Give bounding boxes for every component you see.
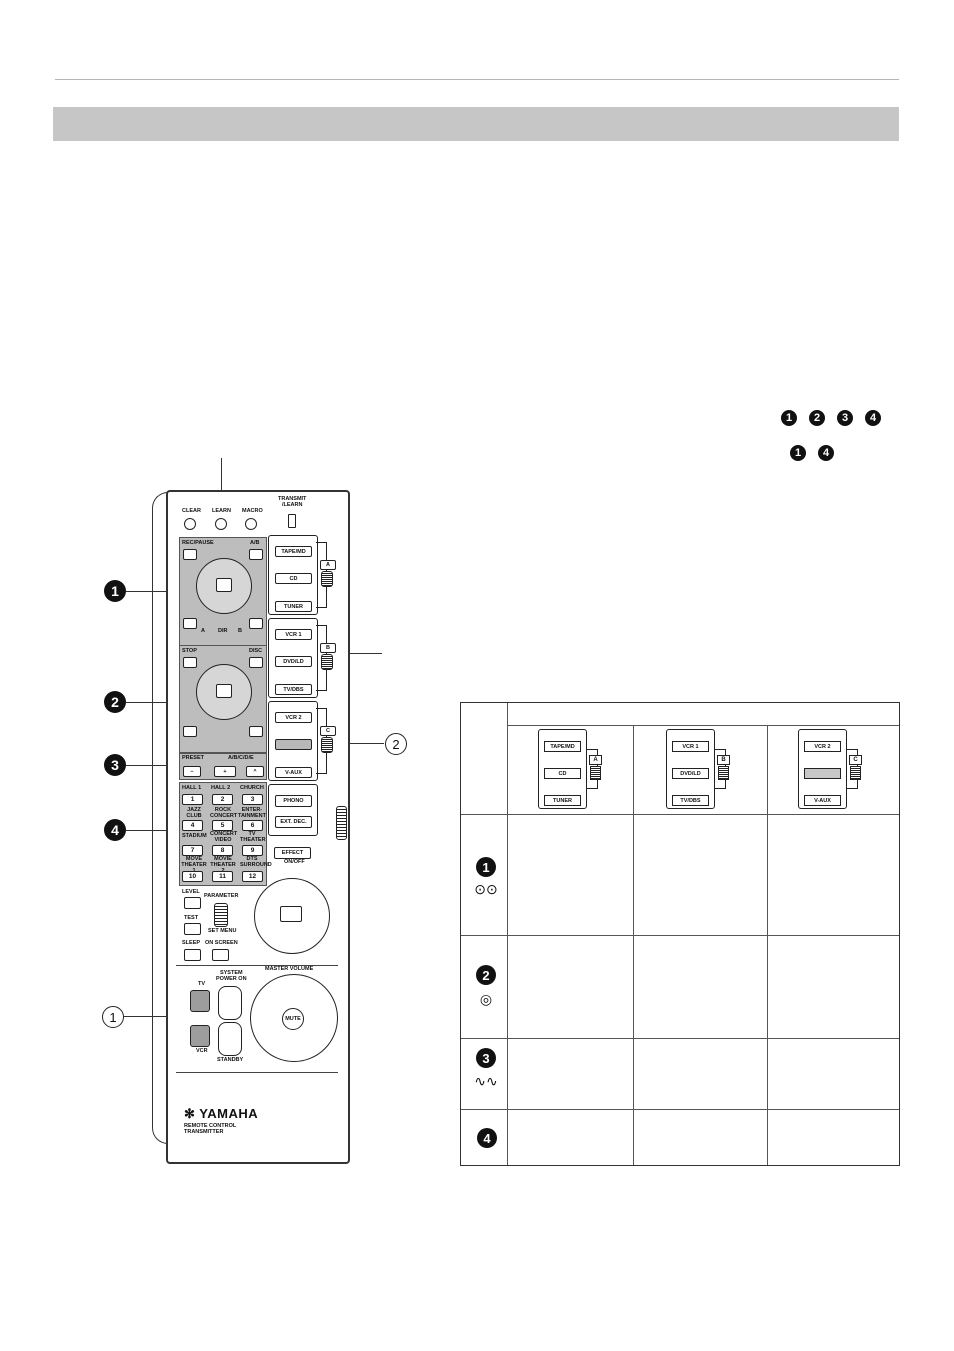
tuner-wave-icon: ∿∿ (474, 1073, 498, 1089)
divider (176, 965, 338, 966)
numpad-key[interactable]: 4 (182, 820, 203, 831)
standby-label: STANDBY (217, 1057, 244, 1063)
numpad-label: HALL 1 (182, 785, 202, 791)
clear-label: CLEAR (182, 508, 201, 514)
group-b-switch[interactable] (321, 654, 333, 670)
header-rule (55, 79, 899, 80)
tape-md-button[interactable]: TAPE/MD (275, 546, 312, 557)
rec-pause-label: REC/PAUSE (182, 540, 214, 546)
mini-key-selected (804, 768, 841, 779)
preset-label: PRESET (182, 755, 205, 761)
numpad-label: ROCK CONCERT (210, 807, 238, 819)
vcr2-button[interactable]: VCR 2 (275, 712, 312, 723)
mini-key: CD (544, 768, 581, 779)
table-vline (507, 703, 508, 1165)
callout-3: 3 (104, 754, 126, 776)
cd-skip-forward-button[interactable] (249, 726, 263, 737)
input-group-c (268, 701, 318, 781)
phono-button[interactable]: PHONO (275, 795, 312, 807)
parameter-label: PARAMETER (204, 893, 239, 899)
level-button[interactable] (184, 897, 201, 909)
remote-control-text: REMOTE CONTROL (184, 1123, 237, 1129)
disc-label: DISC (249, 648, 263, 654)
mini-switch (718, 766, 729, 780)
mini-key: VCR 2 (804, 741, 841, 752)
stop-button[interactable] (183, 657, 197, 668)
numpad-key[interactable]: 12 (242, 871, 263, 882)
mini-key: TUNER (544, 795, 581, 806)
disc-button[interactable] (249, 657, 263, 668)
transmit-learn-label: TRANSMIT /LEARN (278, 496, 307, 508)
mini-keypad-a (538, 729, 587, 809)
dir-a-button[interactable] (183, 618, 197, 629)
numpad-key[interactable]: 3 (242, 794, 263, 805)
numpad-label: JAZZ CLUB (186, 807, 202, 819)
reference-bullets-row-2 (790, 445, 834, 461)
mini-switch (590, 766, 601, 780)
dvd-ld-button[interactable]: DVD/LD (275, 656, 312, 667)
numpad-key[interactable]: 1 (182, 794, 203, 805)
vcr-power-button[interactable] (190, 1025, 210, 1047)
leader-line (350, 653, 382, 654)
yamaha-wordmark: YAMAHA (199, 1106, 259, 1121)
set-menu-label: SET MENU (208, 928, 237, 934)
tv-label: TV (198, 981, 206, 987)
system-power-on-label: SYSTEM POWER ON (216, 970, 247, 982)
numpad-label: HALL 2 (211, 785, 231, 791)
soundfield-numpad-panel (179, 782, 272, 886)
sleep-label: SLEEP (182, 940, 201, 946)
table-hline (461, 1109, 899, 1110)
numpad-key[interactable]: 6 (242, 820, 263, 831)
numpad-key[interactable]: 11 (212, 871, 233, 882)
divider (176, 1072, 338, 1073)
row-4-marker: 4 (477, 1128, 497, 1148)
callout-2: 2 (104, 691, 126, 713)
row-3-marker: 3 (476, 1048, 496, 1068)
ref-bullet: 4 (818, 445, 834, 461)
ref-bullet: 4 (865, 410, 881, 426)
mini-group-letter: C (849, 755, 862, 765)
dir-a-label: A (201, 628, 205, 634)
input-group-a (268, 535, 318, 615)
mini-keypad-b (666, 729, 715, 809)
mini-key: TAPE/MD (544, 741, 581, 752)
operation-table (460, 702, 900, 1166)
learn-label: LEARN (212, 508, 231, 514)
numpad-key[interactable]: 7 (182, 845, 203, 856)
row-1-marker: 1 (476, 857, 496, 877)
table-hline (461, 935, 899, 936)
tuner-button[interactable]: TUNER (275, 601, 312, 612)
vcr-label: VCR (196, 1048, 208, 1054)
sleep-button[interactable] (184, 949, 201, 961)
clear-button[interactable] (184, 518, 196, 530)
group-c-letter: C (320, 726, 336, 736)
numpad-key[interactable]: 2 (212, 794, 233, 805)
preset-up-button[interactable]: ^ (246, 766, 264, 777)
numpad-label: CHURCH (240, 785, 264, 791)
table-hline (461, 814, 899, 815)
cd-control-panel (179, 645, 267, 753)
on-screen-label: ON SCREEN (205, 940, 238, 946)
callout-circled-2: 2 (385, 733, 407, 755)
transmit-indicator (288, 514, 296, 528)
ref-bullet: 3 (837, 410, 853, 426)
mini-key: TV/DBS (672, 795, 709, 806)
table-vline (767, 725, 768, 1165)
row-2-marker: 2 (476, 965, 496, 985)
yamaha-emblem-icon: ✻ (184, 1106, 196, 1121)
numpad-label: DTS SURROUND (240, 856, 272, 868)
group-c-switch[interactable] (321, 737, 333, 753)
test-button[interactable] (184, 923, 201, 935)
ref-bullet: 1 (790, 445, 806, 461)
group-b-letter: B (320, 643, 336, 653)
tape-control-panel (179, 537, 267, 647)
preset-plus-button[interactable]: + (214, 766, 236, 777)
c-group-middle-button[interactable] (275, 739, 312, 750)
numpad-key[interactable]: 5 (212, 820, 233, 831)
master-volume-label: MASTER VOLUME (265, 966, 314, 972)
standby-button[interactable] (218, 1022, 242, 1056)
cd-skip-back-button[interactable] (183, 726, 197, 737)
tv-dbs-button[interactable]: TV/DBS (275, 684, 312, 695)
mini-group-letter: B (717, 755, 730, 765)
system-power-on-button[interactable] (218, 986, 242, 1020)
abcde-label: A/B/C/D/E (228, 755, 254, 761)
level-label: LEVEL (182, 889, 200, 895)
table-vline (633, 725, 634, 1165)
tape-center-button[interactable] (216, 578, 232, 592)
numpad-label: CONCERT VIDEO (210, 831, 238, 843)
numpad-key[interactable]: 10 (182, 871, 203, 882)
callout-4: 4 (104, 819, 126, 841)
dir-b-label: B (238, 628, 242, 634)
table-hline (461, 1038, 899, 1039)
v-aux-button[interactable]: V-AUX (275, 767, 312, 778)
menu-center-button[interactable] (280, 906, 302, 922)
ref-bullet: 1 (781, 410, 797, 426)
numpad-key[interactable]: 9 (242, 845, 263, 856)
dir-label: DIR (218, 628, 228, 634)
parameter-switch[interactable] (214, 903, 228, 927)
mini-switch (850, 766, 861, 780)
mini-group-letter: A (589, 755, 602, 765)
disc-icon: ◎ (479, 991, 493, 1007)
table-hline (507, 725, 899, 726)
mini-key: V-AUX (804, 795, 841, 806)
mini-keypad-c (798, 729, 847, 809)
vcr1-button[interactable]: VCR 1 (275, 629, 312, 640)
ext-dec-button[interactable]: EXT. DEC. (275, 816, 312, 828)
cd-center-button[interactable] (216, 684, 232, 698)
test-label: TEST (184, 915, 199, 921)
side-slider[interactable] (336, 806, 347, 840)
stop-label: STOP (182, 648, 197, 654)
numpad-label: ENTER-TAINMENT (238, 807, 267, 819)
numpad-key[interactable]: 8 (212, 845, 233, 856)
on-screen-button[interactable] (212, 949, 229, 961)
mini-key: DVD/LD (672, 768, 709, 779)
input-group-b (268, 618, 318, 698)
tv-power-button[interactable] (190, 990, 210, 1012)
numpad-label: MOVE THEATER (181, 856, 207, 868)
mini-key: VCR 1 (672, 741, 709, 752)
numpad-label: STADIUM (182, 833, 207, 839)
callout-1: 1 (104, 580, 126, 602)
ref-bullet: 2 (809, 410, 825, 426)
group-a-switch[interactable] (321, 571, 333, 587)
preset-minus-button[interactable]: − (183, 766, 201, 777)
yamaha-logo (184, 1106, 258, 1122)
remote-control (166, 490, 350, 1164)
ab-label: A/B (250, 540, 260, 546)
macro-label: MACRO (242, 508, 263, 514)
effect-button[interactable]: EFFECT (274, 847, 311, 859)
preset-panel (179, 753, 267, 780)
tape-icon: ⊙⊙ (474, 881, 498, 897)
numpad-label: TV THEATER (240, 831, 266, 843)
section-header-band (53, 107, 899, 141)
rec-pause-button[interactable] (183, 549, 197, 560)
macro-button[interactable] (245, 518, 257, 530)
transmitter-text: TRANSMITTER (184, 1129, 224, 1135)
reference-bullets-row-1 (781, 410, 881, 426)
mute-button[interactable]: MUTE (282, 1008, 304, 1030)
dir-b-button[interactable] (249, 618, 263, 629)
cd-button[interactable]: CD (275, 573, 312, 584)
learn-button[interactable] (215, 518, 227, 530)
ab-button[interactable] (249, 549, 263, 560)
effect-on-off-label: ON/OFF (284, 859, 305, 865)
callout-circled-1: 1 (102, 1006, 124, 1028)
group-a-letter: A (320, 560, 336, 570)
numpad-label: MOVIE THEATER (210, 856, 236, 868)
input-group-phono (268, 784, 318, 836)
